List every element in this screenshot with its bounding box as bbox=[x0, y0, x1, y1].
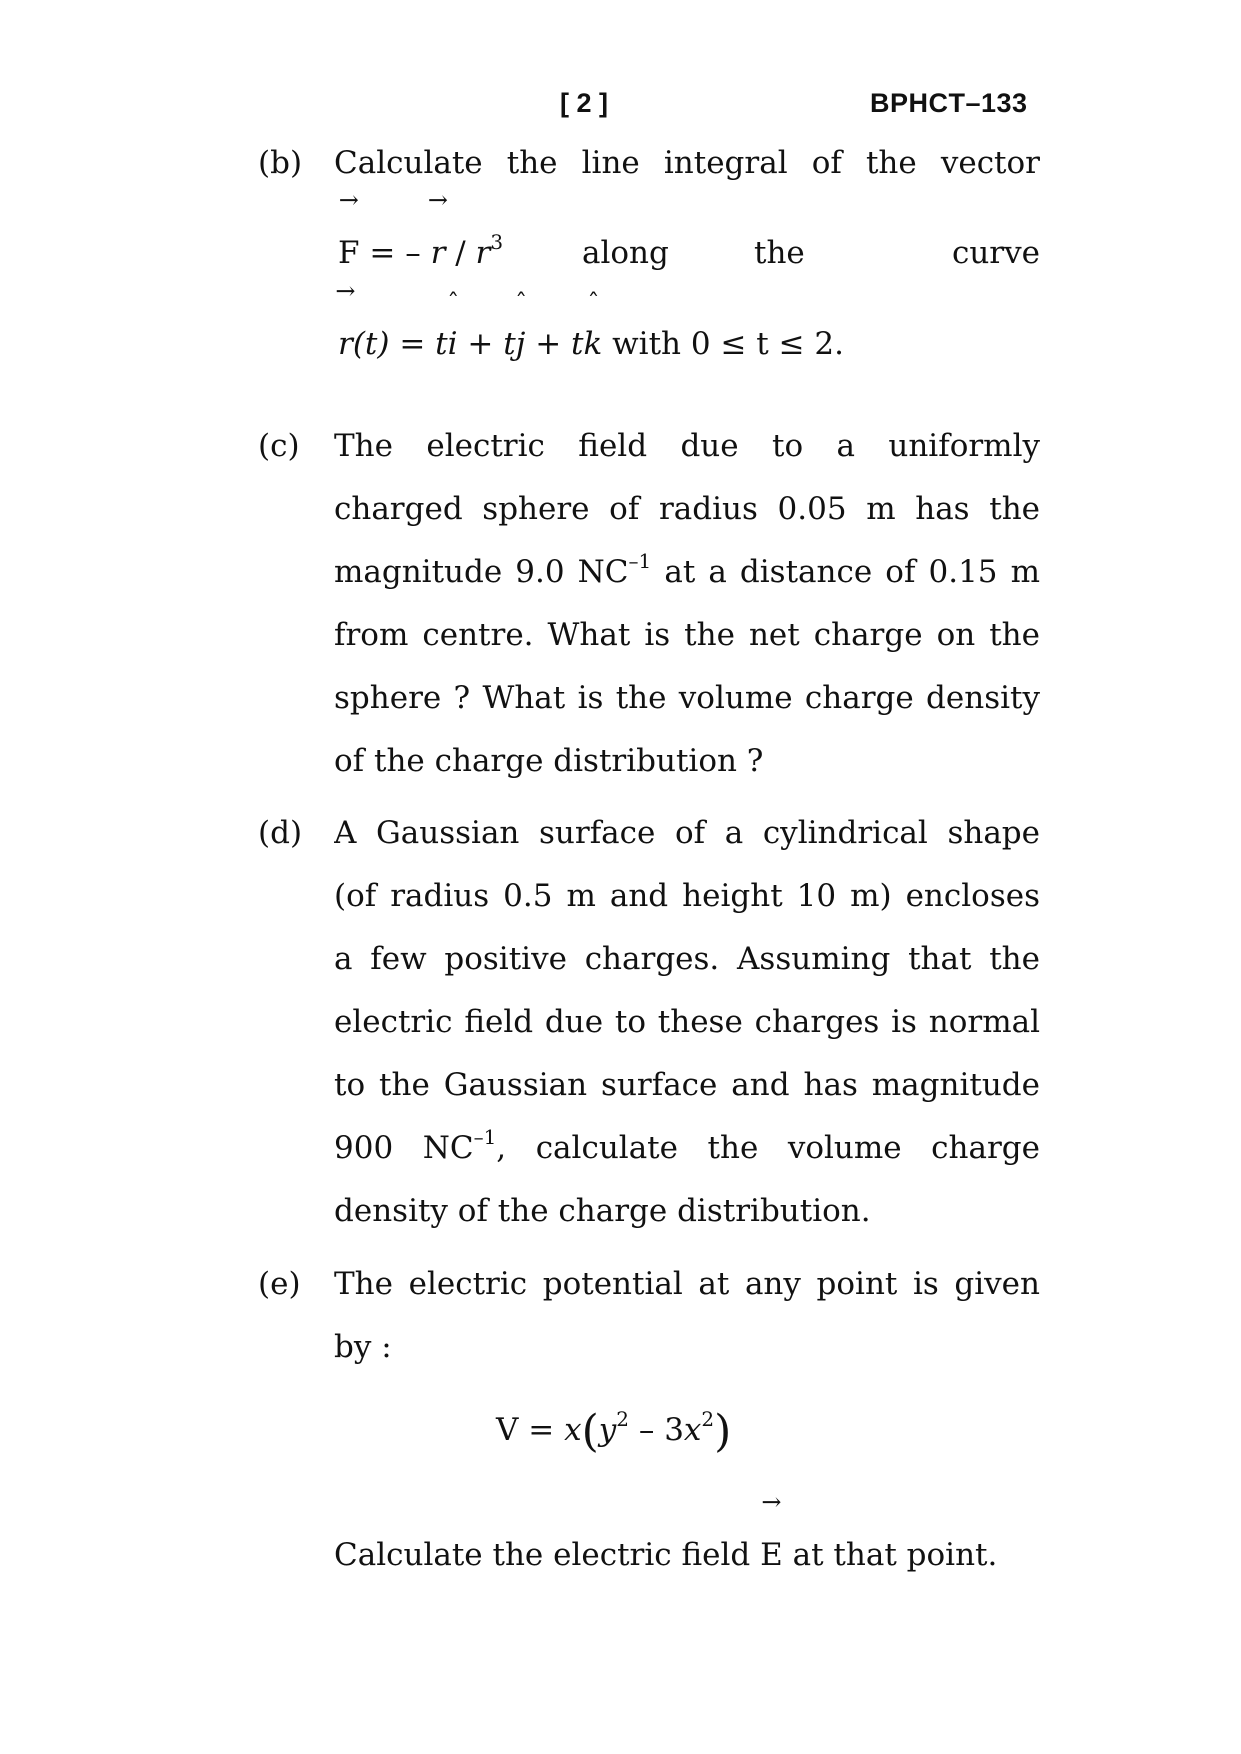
text-line: from centre. What is the net charge on the bbox=[334, 617, 1040, 653]
formula-text: t bbox=[571, 326, 584, 362]
text-line: (of radius 0.5 m and height 10 m) encloses bbox=[334, 878, 1040, 914]
word-the: the bbox=[754, 235, 805, 271]
text-line bbox=[334, 1524, 1040, 1587]
page-number: [ 2 ] bbox=[560, 88, 609, 118]
formula-text: + bbox=[525, 326, 572, 362]
formula-text: x bbox=[564, 1412, 582, 1448]
text-segment: Calculate the electric field bbox=[334, 1537, 761, 1573]
formula-text: V = bbox=[496, 1412, 565, 1448]
formula-text: (t) bbox=[352, 326, 390, 362]
text-segment: magnitude 9.0 NC bbox=[334, 554, 629, 590]
text-segment: 900 NC bbox=[334, 1130, 474, 1166]
question-body bbox=[334, 132, 1040, 376]
text-line: density of the charge distribution. bbox=[334, 1193, 871, 1229]
formula-text: ) bbox=[714, 1406, 732, 1457]
text-line: Calculate the line integral of the vector bbox=[334, 145, 1040, 181]
vector-F: → F bbox=[338, 222, 360, 285]
formula-text: t bbox=[503, 326, 516, 362]
potential-equation bbox=[334, 1399, 1040, 1462]
text-segment: at that point. bbox=[782, 1537, 998, 1573]
text-segment: at a distance of 0.15 m bbox=[651, 554, 1040, 590]
unit-vector-k: ˆ k bbox=[584, 313, 603, 376]
text-line: electric field due to these charges is normal bbox=[334, 1004, 1040, 1040]
vector-r: → r bbox=[338, 313, 353, 376]
formula-text: = – bbox=[359, 235, 431, 271]
force-formula bbox=[338, 222, 503, 285]
formula-text: / bbox=[445, 235, 476, 271]
formula-text: with 0 ≤ t ≤ 2. bbox=[602, 326, 844, 362]
exponent: 3 bbox=[490, 230, 504, 254]
text-line: charged sphere of radius 0.05 m has the bbox=[334, 491, 1040, 527]
text-line bbox=[334, 541, 1040, 604]
word-curve: curve bbox=[951, 235, 1040, 271]
text-line bbox=[334, 1117, 1040, 1180]
word-along: along bbox=[582, 235, 669, 271]
question-body bbox=[334, 802, 1040, 1243]
exponent: 2 bbox=[701, 1407, 715, 1431]
text-line: by : bbox=[334, 1329, 392, 1365]
exponent: –1 bbox=[473, 1125, 497, 1149]
formula-text: + bbox=[457, 326, 504, 362]
question-label: (e) bbox=[258, 1266, 301, 1302]
unit-vector-j: ˆ j bbox=[516, 313, 526, 376]
question-body bbox=[334, 1253, 1040, 1587]
course-code: BPHCT–133 bbox=[870, 88, 1028, 118]
exponent: 2 bbox=[616, 1407, 629, 1431]
formula-text: t bbox=[435, 326, 448, 362]
text-line: a few positive charges. Assuming that the bbox=[334, 941, 1040, 977]
formula-line bbox=[334, 222, 1040, 285]
unit-vector-i: ˆ i bbox=[448, 313, 458, 376]
formula-text: y bbox=[598, 1412, 617, 1448]
formula-text: – 3 bbox=[628, 1412, 684, 1448]
exponent: –1 bbox=[628, 549, 652, 573]
formula-text: r bbox=[475, 235, 491, 271]
text-line: A Gaussian surface of a cylindrical shape bbox=[334, 815, 1040, 851]
formula-text: = bbox=[389, 326, 436, 362]
question-label: (b) bbox=[258, 145, 303, 181]
text-line: of the charge distribution ? bbox=[334, 743, 764, 779]
question-body bbox=[334, 415, 1040, 793]
text-segment: , calculate the volume charge bbox=[496, 1130, 1040, 1166]
vector-E: → E bbox=[760, 1524, 783, 1587]
text-line: sphere ? What is the volume charge density bbox=[334, 680, 1040, 716]
question-label: (c) bbox=[258, 428, 300, 464]
text-line: The electric field due to a uniformly bbox=[334, 428, 1040, 464]
text-line: The electric potential at any point is given bbox=[334, 1266, 1040, 1302]
question-label: (d) bbox=[258, 815, 303, 851]
formula-text: ( bbox=[581, 1406, 599, 1457]
text-line: to the Gaussian surface and has magnitude bbox=[334, 1067, 1040, 1103]
formula-text: x bbox=[683, 1412, 702, 1448]
page-header bbox=[0, 88, 1241, 128]
vector-r: → r bbox=[431, 222, 446, 285]
formula-line bbox=[334, 313, 1040, 376]
